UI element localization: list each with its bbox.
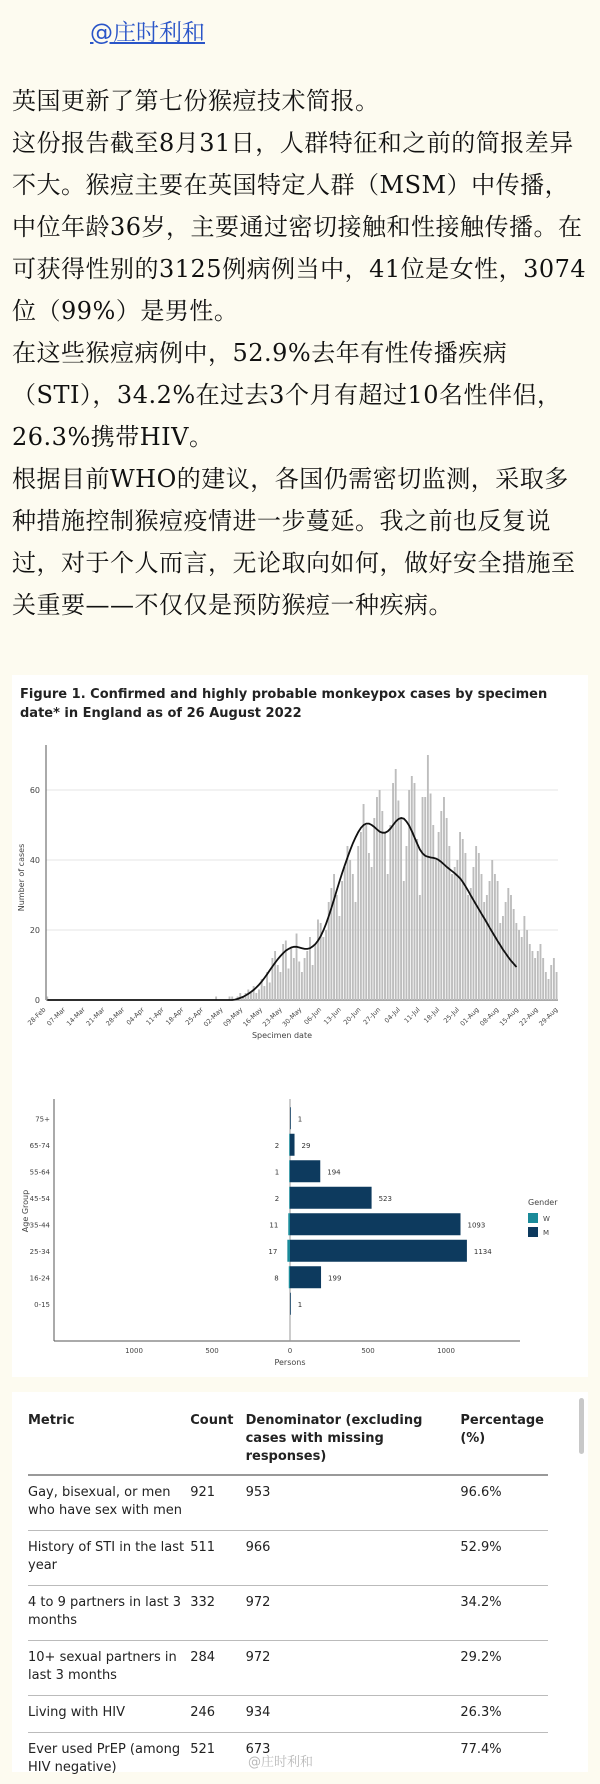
female-bar: [289, 1266, 290, 1288]
x-tick-label: 25-Apr: [183, 1005, 205, 1027]
female-bar: [289, 1160, 290, 1182]
age-tick-label: 65-74: [29, 1141, 50, 1150]
x-tick-label: 18-Apr: [164, 1005, 186, 1027]
legend-label: M: [543, 1229, 550, 1237]
age-tick-label: 0-15: [34, 1300, 50, 1309]
male-value-label: 1093: [467, 1221, 486, 1230]
x-tick-label: 11-Jul: [402, 1005, 422, 1025]
y-tick-label: 20: [29, 926, 40, 935]
table-row: [28, 1475, 548, 1531]
cell-metric: Gay, bisexual, or men who have sex with men: [28, 1475, 190, 1531]
female-bar: [289, 1134, 290, 1156]
cell-metric: Living with HIV: [28, 1696, 190, 1733]
x-tick-label: 13-Jun: [322, 1005, 343, 1027]
author-link[interactable]: @庄时利和: [90, 20, 205, 46]
x-tick-label: 28-Feb: [26, 1005, 48, 1028]
table-row: [28, 1531, 548, 1586]
y-axis-label: Age Group: [21, 1189, 30, 1233]
x-tick-label: 29-Aug: [537, 1005, 560, 1028]
cell-percentage: 52.9%: [460, 1531, 548, 1586]
legend-label: W: [543, 1215, 550, 1223]
cell-denominator: 673: [246, 1733, 461, 1784]
male-value-label: 194: [327, 1168, 341, 1177]
header-metric: Metric: [28, 1408, 190, 1475]
x-tick-label: 500: [205, 1347, 219, 1355]
x-tick-label: 02-May: [201, 1005, 225, 1029]
female-value-label: 1: [274, 1168, 280, 1177]
cell-count: 284: [190, 1641, 245, 1696]
cell-count: 332: [190, 1586, 245, 1641]
female-bar: [288, 1213, 290, 1235]
legend-title: Gender: [528, 1198, 558, 1207]
paragraph-4: 根据目前WHO的建议，各国仍需密切监测，采取多种措施控制猴痘疫情进一步蔓延。我之前也反复说过，对于个人而言，无论取向如何，做好安全措施至关重要——不仅仅是预防猴痘一种疾病。: [12, 465, 576, 619]
cell-percentage: 77.4%: [460, 1733, 548, 1784]
x-tick-label: 18-Jul: [422, 1005, 442, 1025]
female-value-label: 2: [274, 1141, 280, 1150]
female-bar: [287, 1240, 290, 1262]
x-tick-label: 1000: [437, 1347, 455, 1355]
female-value-label: 2: [274, 1194, 280, 1203]
y-tick-label: 0: [34, 996, 40, 1005]
x-tick-label: 500: [361, 1347, 375, 1355]
male-bar: [290, 1293, 291, 1315]
male-value-label: 523: [378, 1194, 392, 1203]
x-tick-label: 06-Jun: [302, 1005, 324, 1027]
x-axis-label: Persons: [274, 1358, 306, 1367]
table-header-row: [28, 1408, 548, 1475]
male-bar: [290, 1240, 467, 1262]
cell-denominator: 934: [246, 1696, 461, 1733]
header-percentage: Percentage (%): [460, 1408, 548, 1475]
age-tick-label: 55-64: [29, 1168, 50, 1177]
header-denominator: Denominator (excluding cases with missing responses): [246, 1408, 461, 1475]
x-tick-label: 15-Aug: [497, 1005, 521, 1028]
female-value-label: 17: [268, 1247, 278, 1256]
cell-count: 246: [190, 1696, 245, 1733]
cell-denominator: 953: [246, 1475, 461, 1531]
cell-metric: 10+ sexual partners in last 3 months: [28, 1641, 190, 1696]
table-scrollbar[interactable]: [579, 1398, 584, 1454]
cell-percentage: 29.2%: [460, 1641, 548, 1696]
cell-metric: History of STI in the last year: [28, 1531, 190, 1586]
x-tick-label: 27-Jun: [361, 1005, 383, 1027]
x-tick-label: 20-Jun: [341, 1005, 363, 1027]
x-tick-label: 30-May: [280, 1005, 304, 1029]
metrics-table: [28, 1408, 548, 1784]
cell-count: 511: [190, 1531, 245, 1586]
header-count: Count: [190, 1408, 245, 1475]
paragraph-2: 这份报告截至8月31日，人群特征和之前的简报差异不大。猴痘主要在英国特定人群（MSM）中传播，中位年龄36岁，主要通过密切接触和性接触传播。在可获得性别的3125例病例当中，41位是女性，3074位（99%）是男性。: [12, 129, 587, 325]
y-tick-label: 60: [29, 786, 40, 795]
male-bar: [290, 1134, 295, 1156]
x-tick-label: 04-Apr: [124, 1005, 146, 1027]
x-tick-label: 23-May: [261, 1005, 284, 1029]
watermark: @庄时利和: [248, 1755, 314, 1770]
male-value-label: 29: [301, 1141, 311, 1150]
x-tick-label: 04-Jul: [382, 1005, 402, 1025]
x-axis-label: Specimen date: [251, 1031, 313, 1040]
legend-swatch: [528, 1213, 538, 1223]
cell-metric: Ever used PrEP (among HIV negative): [28, 1733, 190, 1784]
y-tick-label: 40: [29, 856, 40, 865]
x-tick-label: 0: [287, 1347, 293, 1355]
x-tick-label: 22-Aug: [517, 1005, 540, 1028]
x-tick-label: 01-Aug: [458, 1005, 481, 1028]
male-value-label: 1: [297, 1115, 303, 1124]
male-bar: [290, 1213, 461, 1235]
age-tick-label: 35-44: [29, 1221, 50, 1230]
paragraph-3: 在这些猴痘病例中，52.9%去年有性传播疾病（STI），34.2%在过去3个月有超过10名性伴侣，26.3%携带HIV。: [12, 339, 562, 451]
cell-denominator: 972: [246, 1641, 461, 1696]
table-row: [28, 1641, 548, 1696]
x-tick-label: 14-Mar: [64, 1005, 87, 1028]
female-value-label: 8: [274, 1274, 279, 1283]
female-bar: [289, 1187, 290, 1209]
x-tick-label: 1000: [125, 1347, 143, 1355]
male-value-label: 199: [328, 1274, 342, 1283]
x-tick-label: 25-Jul: [441, 1005, 461, 1025]
age-tick-label: 45-54: [29, 1194, 50, 1203]
report-figure-image[interactable]: [12, 675, 588, 1377]
cell-denominator: 966: [246, 1531, 461, 1586]
male-bar: [290, 1187, 372, 1209]
figure-title: Figure 1. Confirmed and highly probable monkeypox cases by specimen date* in England as of 26 August 2022: [20, 687, 548, 721]
male-bar: [290, 1160, 320, 1182]
cell-percentage: 34.2%: [460, 1586, 548, 1641]
female-value-label: 11: [269, 1221, 279, 1230]
cell-percentage: 96.6%: [460, 1475, 548, 1531]
cell-denominator: 972: [246, 1586, 461, 1641]
x-tick-label: 08-Aug: [478, 1005, 501, 1028]
post-text: [12, 80, 592, 626]
cell-percentage: 26.3%: [460, 1696, 548, 1733]
male-bar: [290, 1107, 291, 1129]
y-axis-label: Number of cases: [17, 843, 26, 912]
age-tick-label: 75+: [35, 1115, 50, 1124]
age-tick-label: 25-34: [29, 1247, 50, 1256]
male-value-label: 1134: [473, 1247, 492, 1256]
male-bar: [290, 1266, 321, 1288]
legend-swatch: [528, 1227, 538, 1237]
table-row: [28, 1586, 548, 1641]
demographics-table-image[interactable]: [12, 1392, 588, 1775]
x-tick-label: 16-May: [241, 1005, 265, 1029]
paragraph-1: 英国更新了第七份猴痘技术简报。: [12, 87, 380, 115]
x-tick-label: 09-May: [221, 1005, 245, 1029]
age-tick-label: 16-24: [29, 1274, 50, 1283]
x-tick-label: 11-Apr: [144, 1005, 166, 1027]
cell-metric: 4 to 9 partners in last 3 months: [28, 1586, 190, 1641]
age-gender-chart: [12, 675, 588, 1377]
table-row: [28, 1696, 548, 1733]
cell-count: 921: [190, 1475, 245, 1531]
x-tick-label: 07-Mar: [45, 1005, 68, 1028]
male-value-label: 1: [297, 1300, 303, 1309]
cell-count: 521: [190, 1733, 245, 1784]
x-tick-label: 21-Mar: [84, 1005, 107, 1028]
x-tick-label: 28-Mar: [104, 1005, 127, 1028]
